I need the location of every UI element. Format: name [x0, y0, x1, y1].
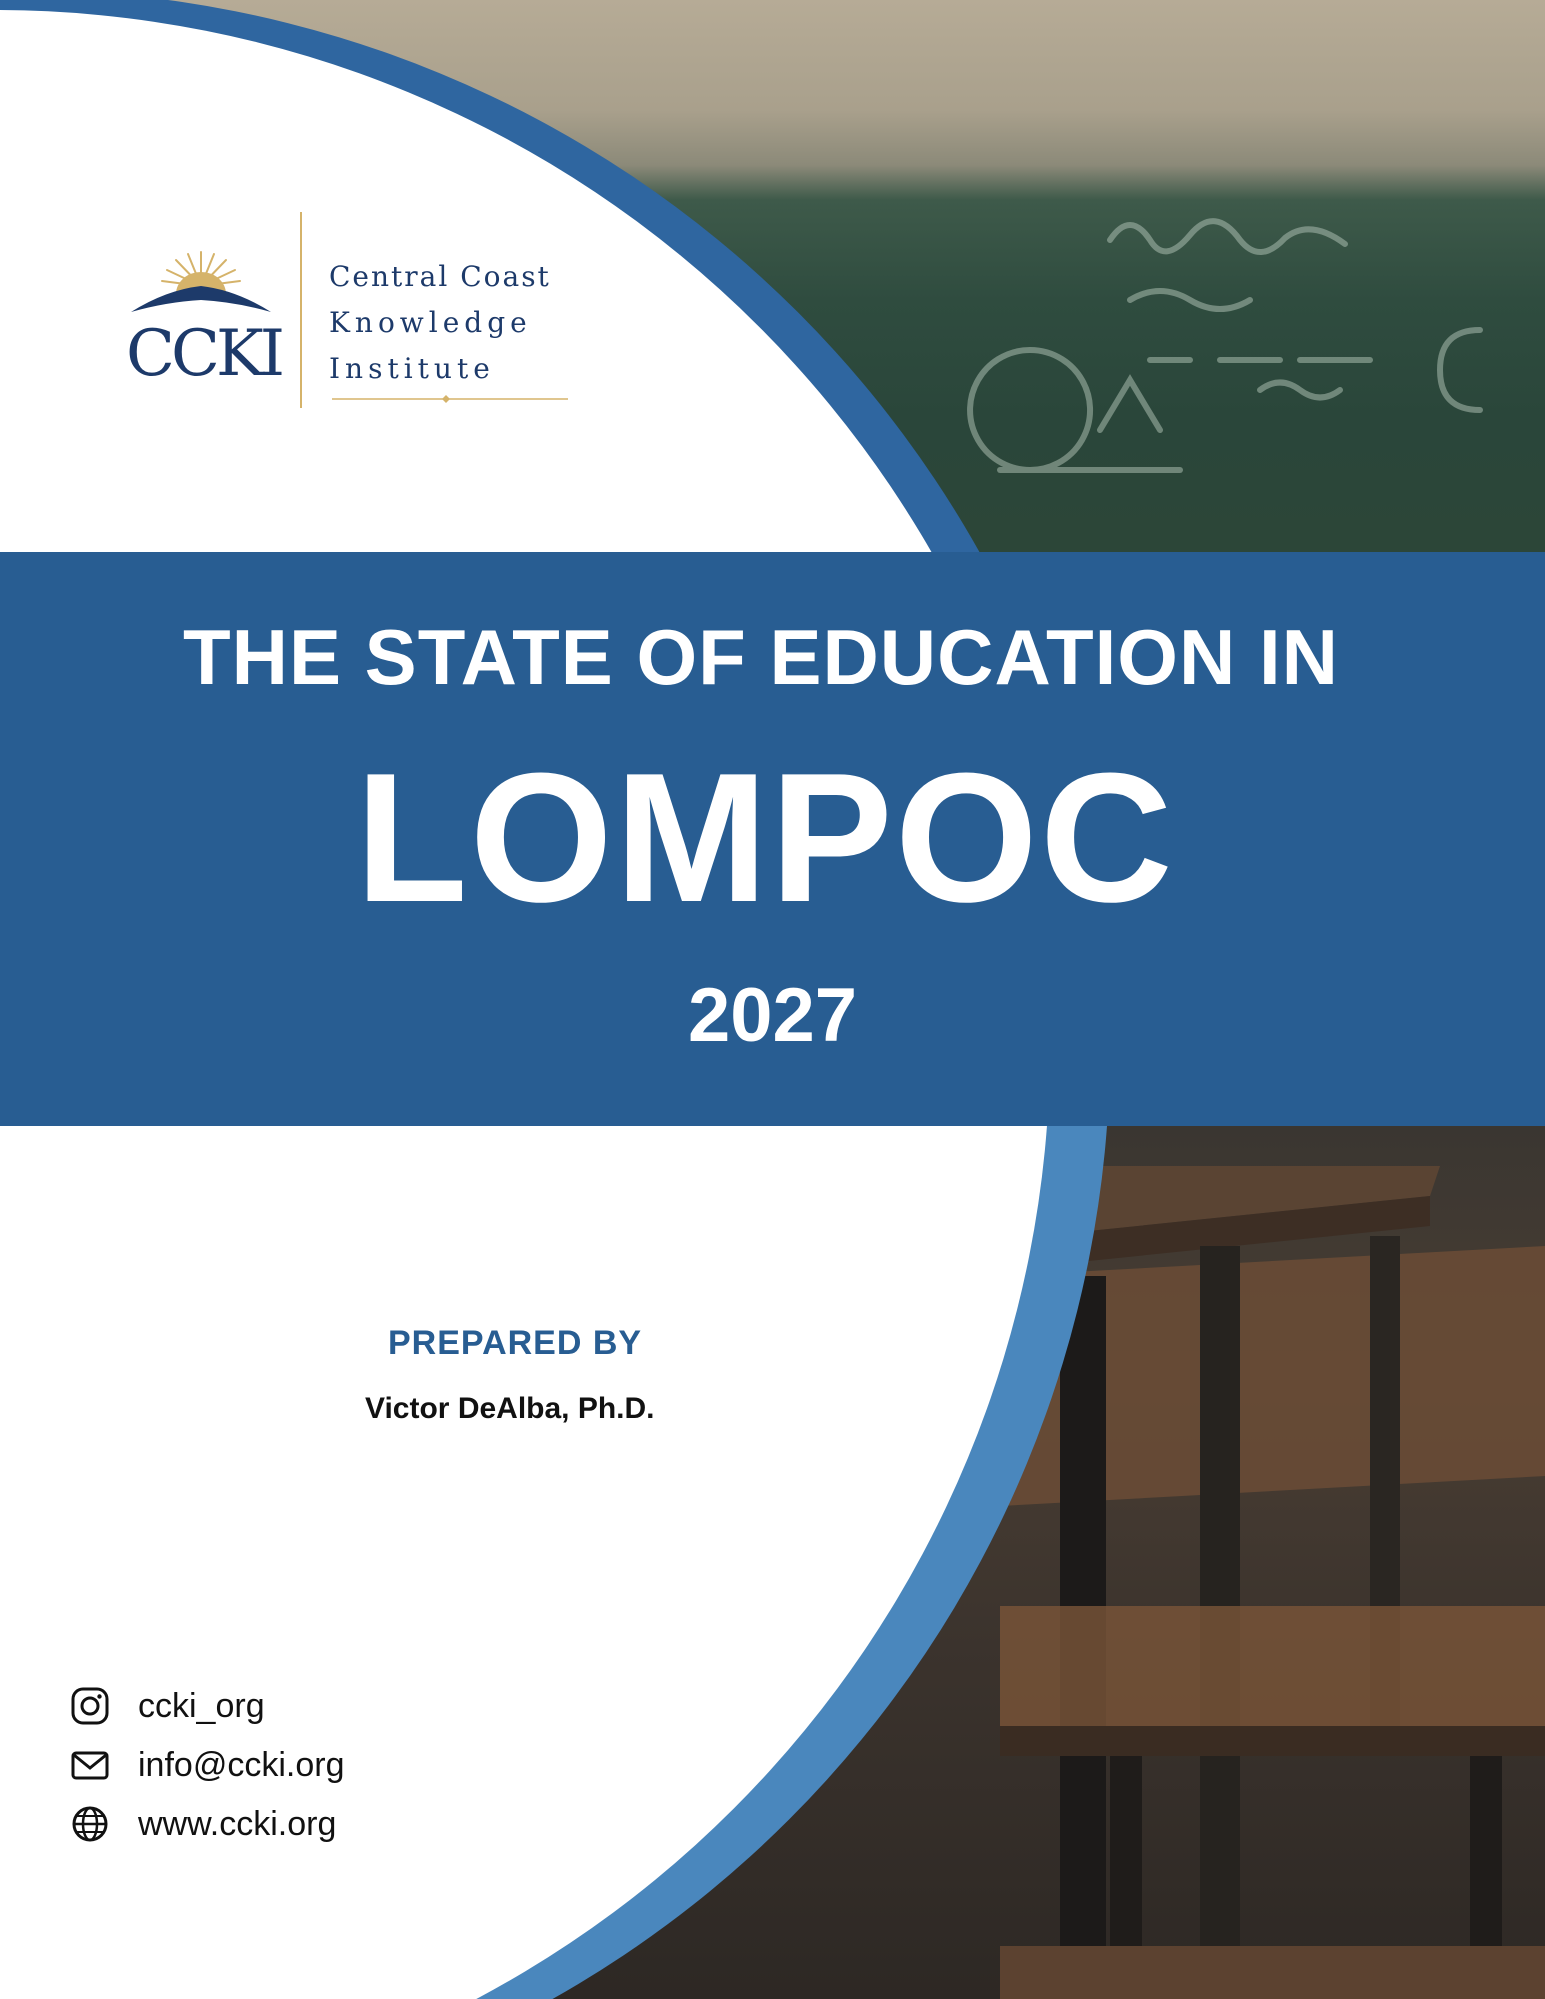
ccki-logo — [126, 212, 596, 412]
logo-name-line-1: Central Coast — [329, 260, 551, 293]
logo-underline — [332, 394, 568, 404]
instagram-icon — [70, 1686, 110, 1726]
logo-divider — [300, 212, 302, 408]
email-address: info@ccki.org — [138, 1745, 345, 1784]
instagram-handle: ccki_org — [138, 1686, 265, 1725]
contact-website[interactable] — [70, 1802, 336, 1846]
logo-name-line-3: Institute — [329, 352, 495, 385]
contact-email[interactable] — [70, 1743, 344, 1787]
prepared-by-label: PREPARED BY — [388, 1324, 643, 1362]
logo-institute-name — [329, 254, 551, 392]
globe-icon — [70, 1804, 110, 1844]
contact-instagram[interactable] — [70, 1684, 265, 1728]
mail-icon — [70, 1745, 110, 1785]
report-year: 2027 — [687, 973, 858, 1058]
report-title: THE STATE OF EDUCATION IN — [183, 613, 1339, 701]
report-city: LOMPOC — [355, 734, 1175, 940]
author-name: Victor DeAlba, Ph.D. — [365, 1392, 655, 1425]
logo-name-line-2: Knowledge — [329, 306, 532, 339]
website-url: www.ccki.org — [138, 1804, 337, 1843]
logo-abbreviation: CCKI — [126, 317, 282, 391]
